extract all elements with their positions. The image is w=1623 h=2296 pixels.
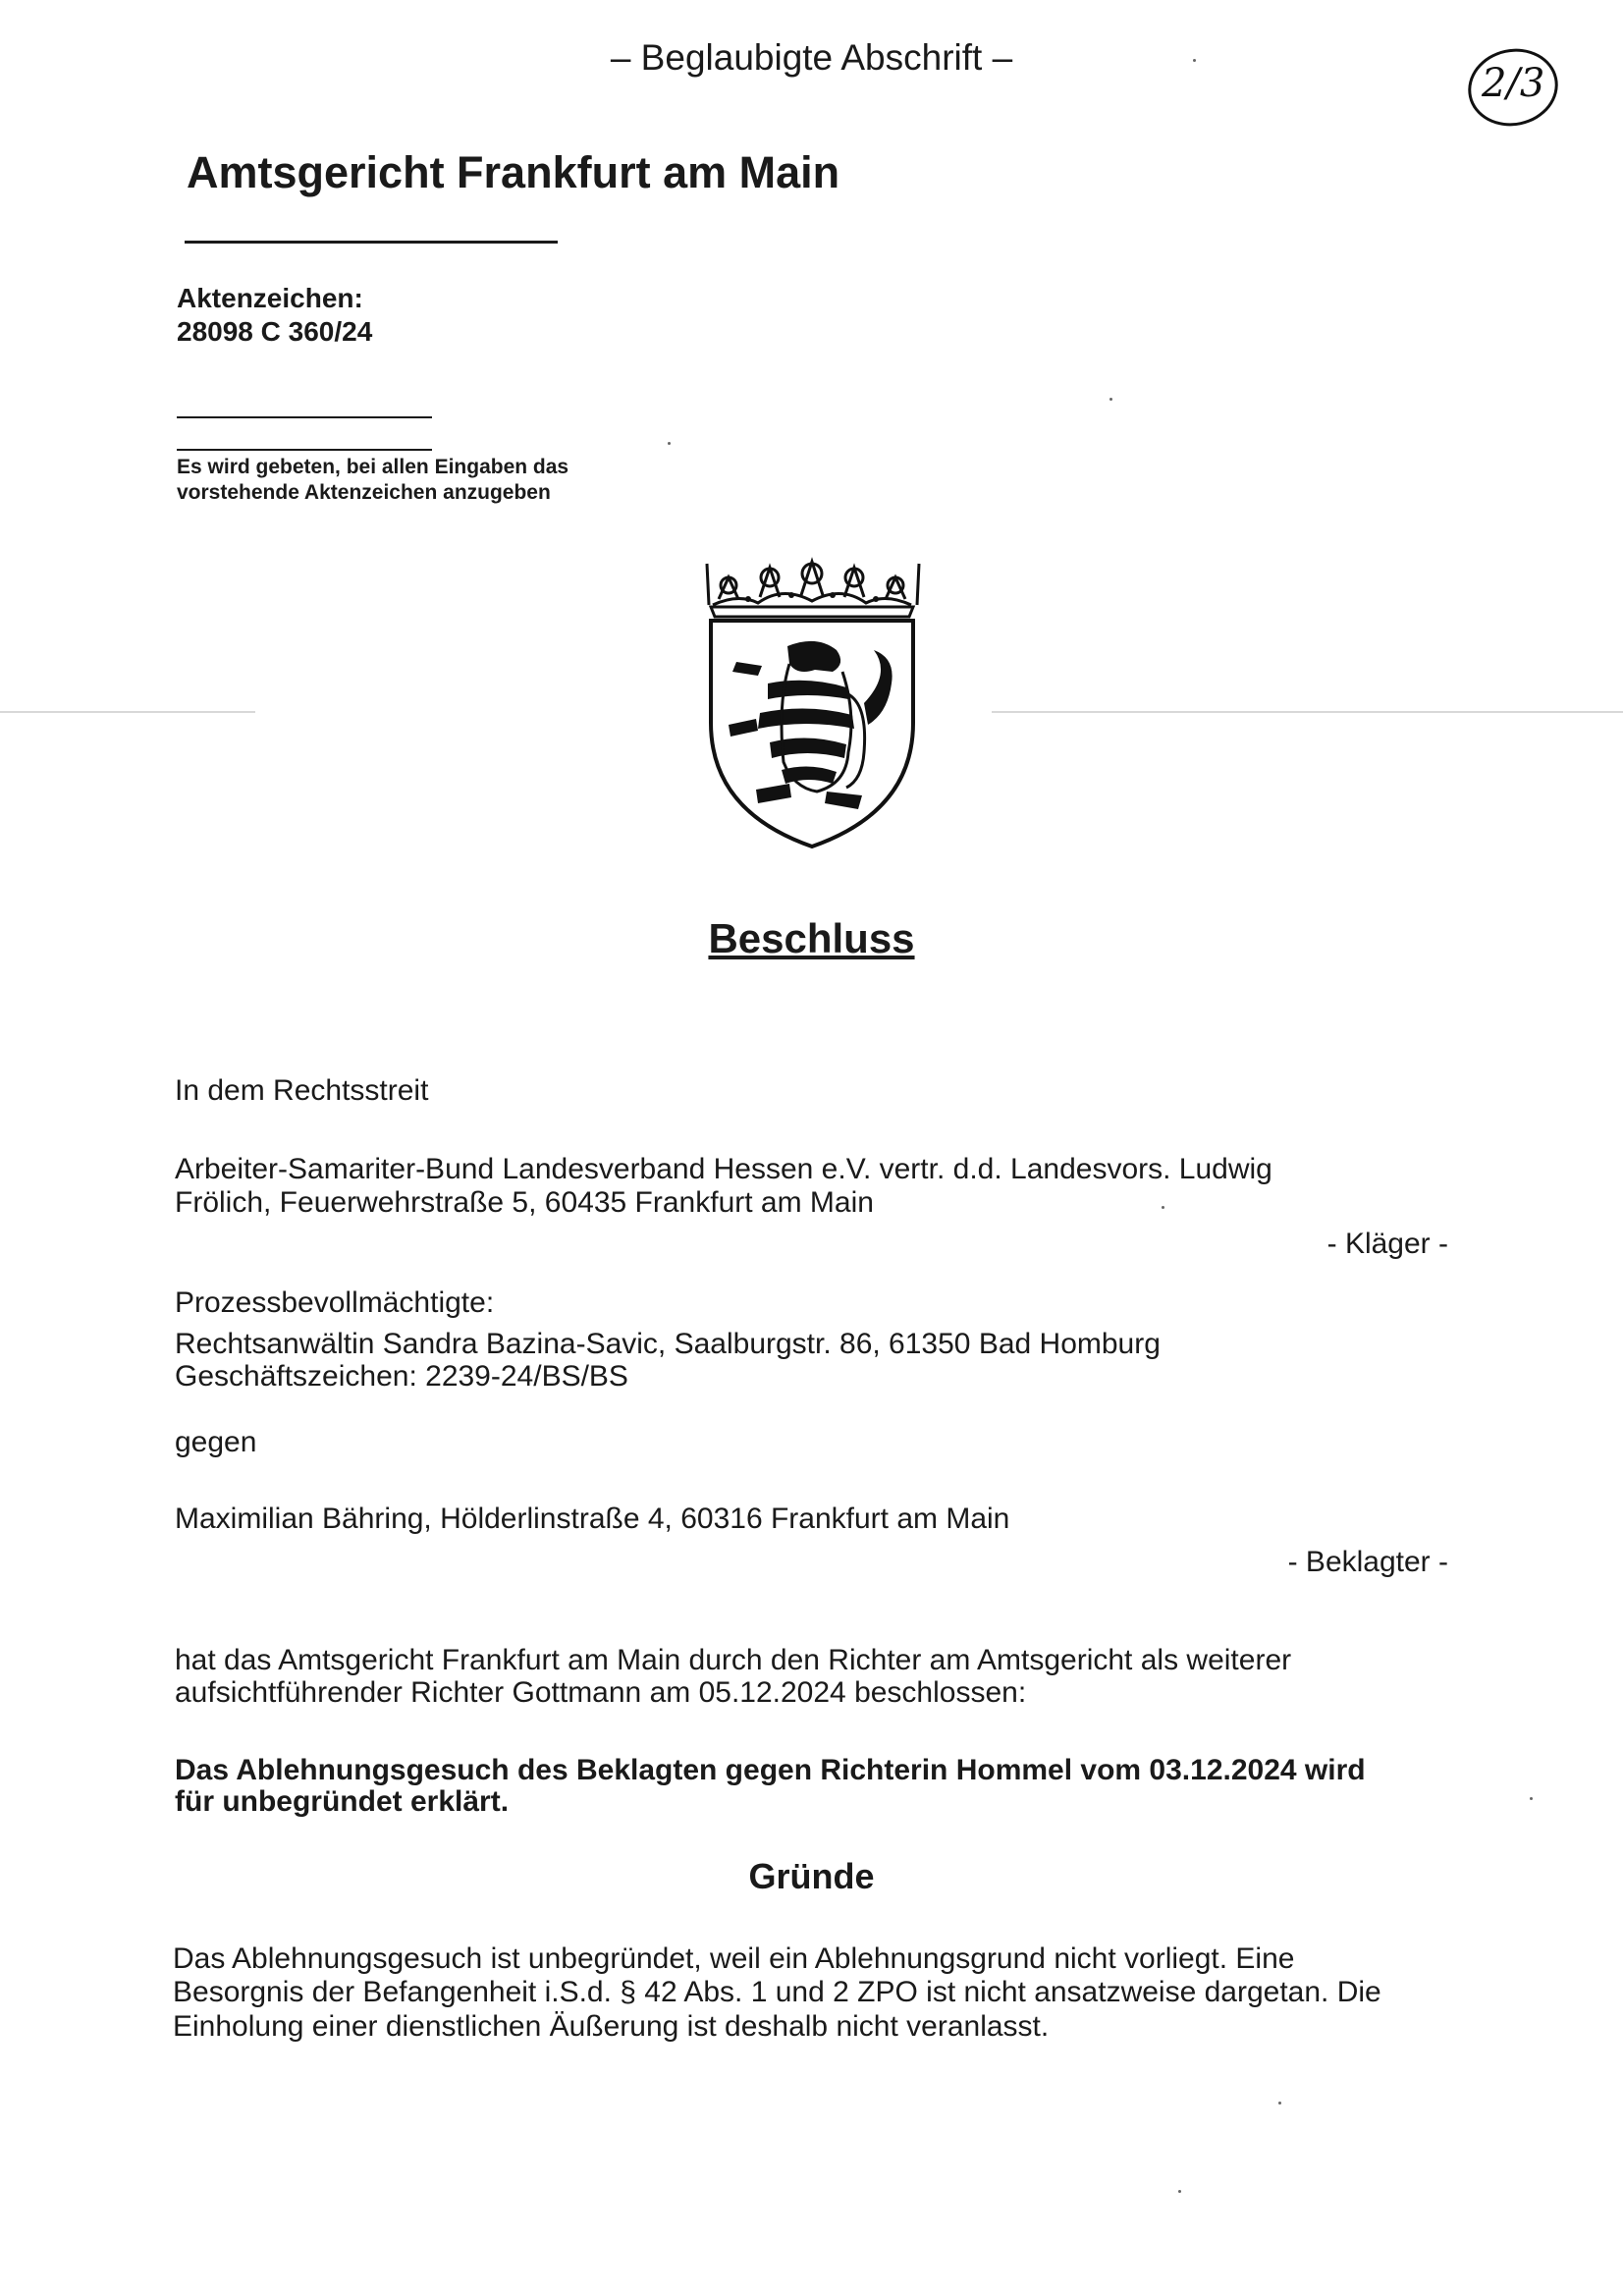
page-mark — [1468, 49, 1562, 128]
defendant-role: - Beklagter - — [1287, 1546, 1448, 1578]
reference-note-line: Es wird gebeten, bei allen Eingaben das — [177, 456, 569, 478]
page-mark-text: 2/3 — [1482, 61, 1545, 106]
case-number-label: Aktenzeichen: — [177, 283, 363, 313]
decision-line: aufsichtführender Richter Gottmann am 05.12.2024 beschlossen: — [175, 1676, 1027, 1709]
counsel-line: Geschäftszeichen: 2239-24/BS/BS — [175, 1360, 628, 1393]
counsel-label: Prozessbevollmächtigte: — [175, 1286, 495, 1319]
case-number: 28098 C 360/24 — [177, 316, 373, 347]
scan-speck — [1162, 1206, 1164, 1209]
divider — [177, 449, 432, 451]
document-title: Beschluss — [708, 915, 915, 961]
divider — [177, 416, 432, 418]
intro-text: In dem Rechtsstreit — [175, 1074, 429, 1107]
coat-of-arms-icon — [699, 556, 925, 848]
ruling-line: Das Ablehnungsgesuch des Beklagten gegen Richterin Hommel vom 03.12.2024 wird — [175, 1754, 1366, 1786]
reference-note-line: vorstehende Aktenzeichen anzugeben — [177, 481, 551, 504]
scan-speck — [668, 442, 671, 445]
plaintiff-line: Frölich, Feuerwehrstraße 5, 60435 Frankfurt am Main — [175, 1186, 874, 1219]
certified-copy-note: – Beglaubigte Abschrift – — [610, 37, 1013, 78]
decision-line: hat das Amtsgericht Frankfurt am Main durch den Richter am Amtsgericht als weiterer — [175, 1644, 1292, 1676]
divider — [185, 241, 558, 244]
scan-fold-line — [992, 711, 1623, 713]
scan-speck — [1109, 398, 1112, 401]
reasons-line: Besorgnis der Befangenheit i.S.d. § 42 Abs. 1 und 2 ZPO ist nicht ansatzweise dargetan. Die — [173, 1976, 1381, 2008]
counsel-line: Rechtsanwältin Sandra Bazina-Savic, Saalburgstr. 86, 61350 Bad Homburg — [175, 1328, 1161, 1360]
against-text: gegen — [175, 1426, 257, 1458]
plaintiff-line: Arbeiter-Samariter-Bund Landesverband Hessen e.V. vertr. d.d. Landesvors. Ludwig — [175, 1153, 1272, 1185]
ruling-line: für unbegründet erklärt. — [175, 1785, 510, 1818]
scan-fold-line — [0, 711, 255, 713]
reasons-line: Einholung einer dienstlichen Äußerung ist deshalb nicht veranlasst. — [173, 2010, 1050, 2043]
court-name: Amtsgericht Frankfurt am Main — [187, 147, 840, 197]
reasons-heading: Gründe — [748, 1856, 875, 1896]
scan-speck — [1178, 2190, 1181, 2193]
reasons-line: Das Ablehnungsgesuch ist unbegründet, weil ein Ablehnungsgrund nicht vorliegt. Eine — [173, 1942, 1295, 1975]
plaintiff-role: - Kläger - — [1326, 1228, 1448, 1260]
reference-note — [177, 455, 568, 506]
scan-speck — [1278, 2102, 1281, 2105]
scan-speck — [1530, 1797, 1533, 1800]
defendant-line: Maximilian Bähring, Hölderlinstraße 4, 60316 Frankfurt am Main — [175, 1503, 1010, 1535]
